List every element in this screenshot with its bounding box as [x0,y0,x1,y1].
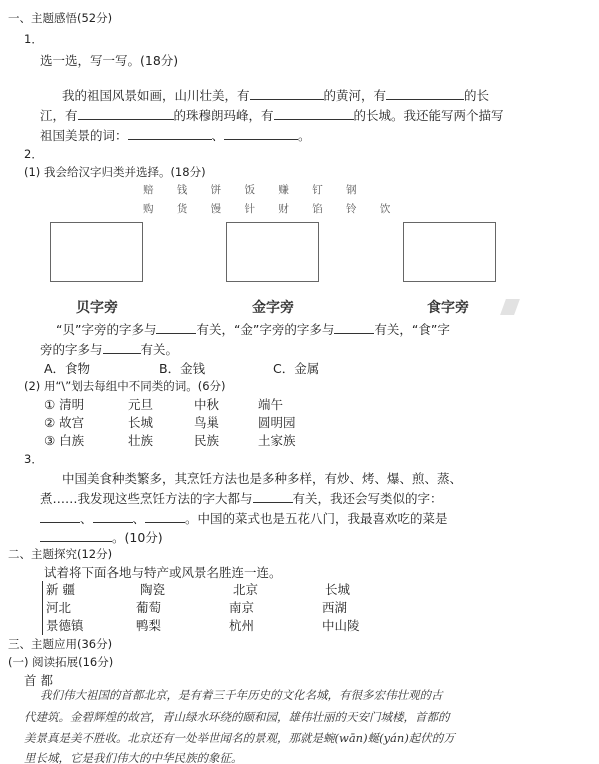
blank[interactable] [40,509,80,523]
word-group-1-item[interactable]: 端午 [258,397,284,412]
reading-subsection-title: (一) 阅读拓展(16分) [8,655,114,669]
word-group-3-item[interactable]: 土家族 [258,433,296,448]
q3-line-2: 煮……我发现这些烹饪方法的字大都与 有关，我还会写类似的字： [40,491,443,506]
reading-line-3: 美景真是美不胜收。北京还有一处举世闻名的景观，那就是蜿(wān)蜒(yán)起伏的万 [24,731,455,745]
q2-number: 2． [24,147,43,161]
word-group-2-item[interactable]: 圆明园 [258,415,296,430]
q2-sub1-instruction: (1) 我会给汉字归类并选择。(18分) [24,165,206,179]
radical-sentence-line-2: 旁的字多与 有关。 [40,342,179,357]
radical-label-jin: 金字旁 [252,300,294,316]
radical-label-bei: 贝字旁 [76,300,118,316]
q2-sub2-instruction: (2) 用“\”划去每组中不同类的词。(6分) [24,379,226,393]
blank[interactable] [78,106,174,120]
reading-line-4: 里长城，它是我们伟大的中华民族的象征。 [24,751,243,764]
word-group-2-item[interactable]: 长城 [128,415,154,430]
word-group-2-item[interactable]: 鸟巢 [194,415,220,430]
blank[interactable] [128,126,212,140]
q1-number: 1． [24,32,43,46]
blank[interactable] [274,106,354,120]
q1-paragraph-line-1: 我的祖国风景如画，山川壮美，有 的黄河，有 的长 [62,88,490,103]
match-item[interactable]: 葡萄 [136,600,162,615]
blank[interactable] [103,340,141,354]
reading-line-1: 我们伟大祖国的首都北京，是有着三千年历史的文化名城，有很多宏伟壮观的古 [40,688,443,702]
option-b[interactable]: B．金钱 [159,361,206,376]
blank[interactable] [93,509,133,523]
radical-label-shi: 食字旁 [427,300,469,316]
match-item[interactable]: 鸭梨 [136,618,162,633]
reading-heading: 首 都 [24,673,53,688]
q3-line-3: 、 、 。中国的菜式也是五花八门，我最喜欢吃的菜是 [40,508,448,529]
blank[interactable] [253,489,293,503]
blank[interactable] [156,320,196,334]
section-2-title: 二、主题探究(12分) [8,547,113,561]
option-c[interactable]: C．金属 [273,361,320,376]
blank[interactable] [250,86,324,100]
match-item[interactable]: 长城 [325,582,351,597]
match-item[interactable]: 西湖 [322,600,348,615]
word-group-1-item[interactable]: ① 清明 [44,397,85,412]
match-item[interactable]: 杭州 [229,618,255,633]
scan-mark [500,299,520,315]
q1-instruction: 选一选，写一写。(18分) [40,53,179,68]
match-item[interactable]: 河北 [46,600,72,615]
blank[interactable] [334,320,374,334]
match-item[interactable]: 陶瓷 [140,582,166,597]
sorting-box-jin[interactable] [226,222,319,282]
blank[interactable] [145,509,185,523]
matching-instruction: 试着将下面各地与特产或风景名胜连一连。 [44,565,282,580]
blank[interactable] [386,86,464,100]
word-group-3-item[interactable]: ③ 白族 [44,433,85,448]
section-1-title: 一、主题感悟(52分) [8,11,113,25]
match-item[interactable]: 景德镇 [46,618,84,633]
match-item[interactable]: 南京 [229,600,255,615]
blank[interactable] [224,126,298,140]
match-item[interactable]: 北京 [233,582,259,597]
radical-sentence-line-1: “贝”字旁的字多与 有关，“金”字旁的字多与 有关，“食”字 [56,322,450,337]
q1-paragraph-line-2: 江，有 的珠穆朗玛峰，有 的长城。我还能写两个描写 [40,108,504,123]
sorting-box-bei[interactable] [50,222,143,282]
blank[interactable] [40,528,112,542]
word-group-1-item[interactable]: 元旦 [128,397,154,412]
section-3-title: 三、主题应用(36分) [8,637,113,651]
q3-number: 3． [24,452,43,466]
word-group-1-item[interactable]: 中秋 [194,397,220,412]
matching-left-bar [42,581,43,635]
q3-line-4: 。(10分) [40,527,163,548]
word-group-3-item[interactable]: 壮族 [128,433,154,448]
match-item[interactable]: 中山陵 [322,618,360,633]
q3-line-1: 中国美食种类繁多，其烹饪方法也是多种多样，有炒、烤、爆、煎、蒸、 [62,471,463,486]
reading-line-2: 代建筑。金碧辉煌的故宫，青山绿水环绕的颐和园，雄伟壮丽的天安门城楼，首都的 [24,710,450,724]
match-item[interactable]: 新 疆 [46,582,75,597]
sorting-box-shi[interactable] [403,222,496,282]
character-row-2: 购 货 馒 针 财 馅 铃 饮 [143,203,401,215]
q1-paragraph-line-3: 祖国美景的词： 、 。 [40,128,311,143]
option-a[interactable]: A．食物 [44,361,91,376]
character-row-1: 赔 钱 饼 饭 赚 钉 钢 [143,184,367,196]
word-group-3-item[interactable]: 民族 [194,433,220,448]
word-group-2-item[interactable]: ② 故宫 [44,415,85,430]
